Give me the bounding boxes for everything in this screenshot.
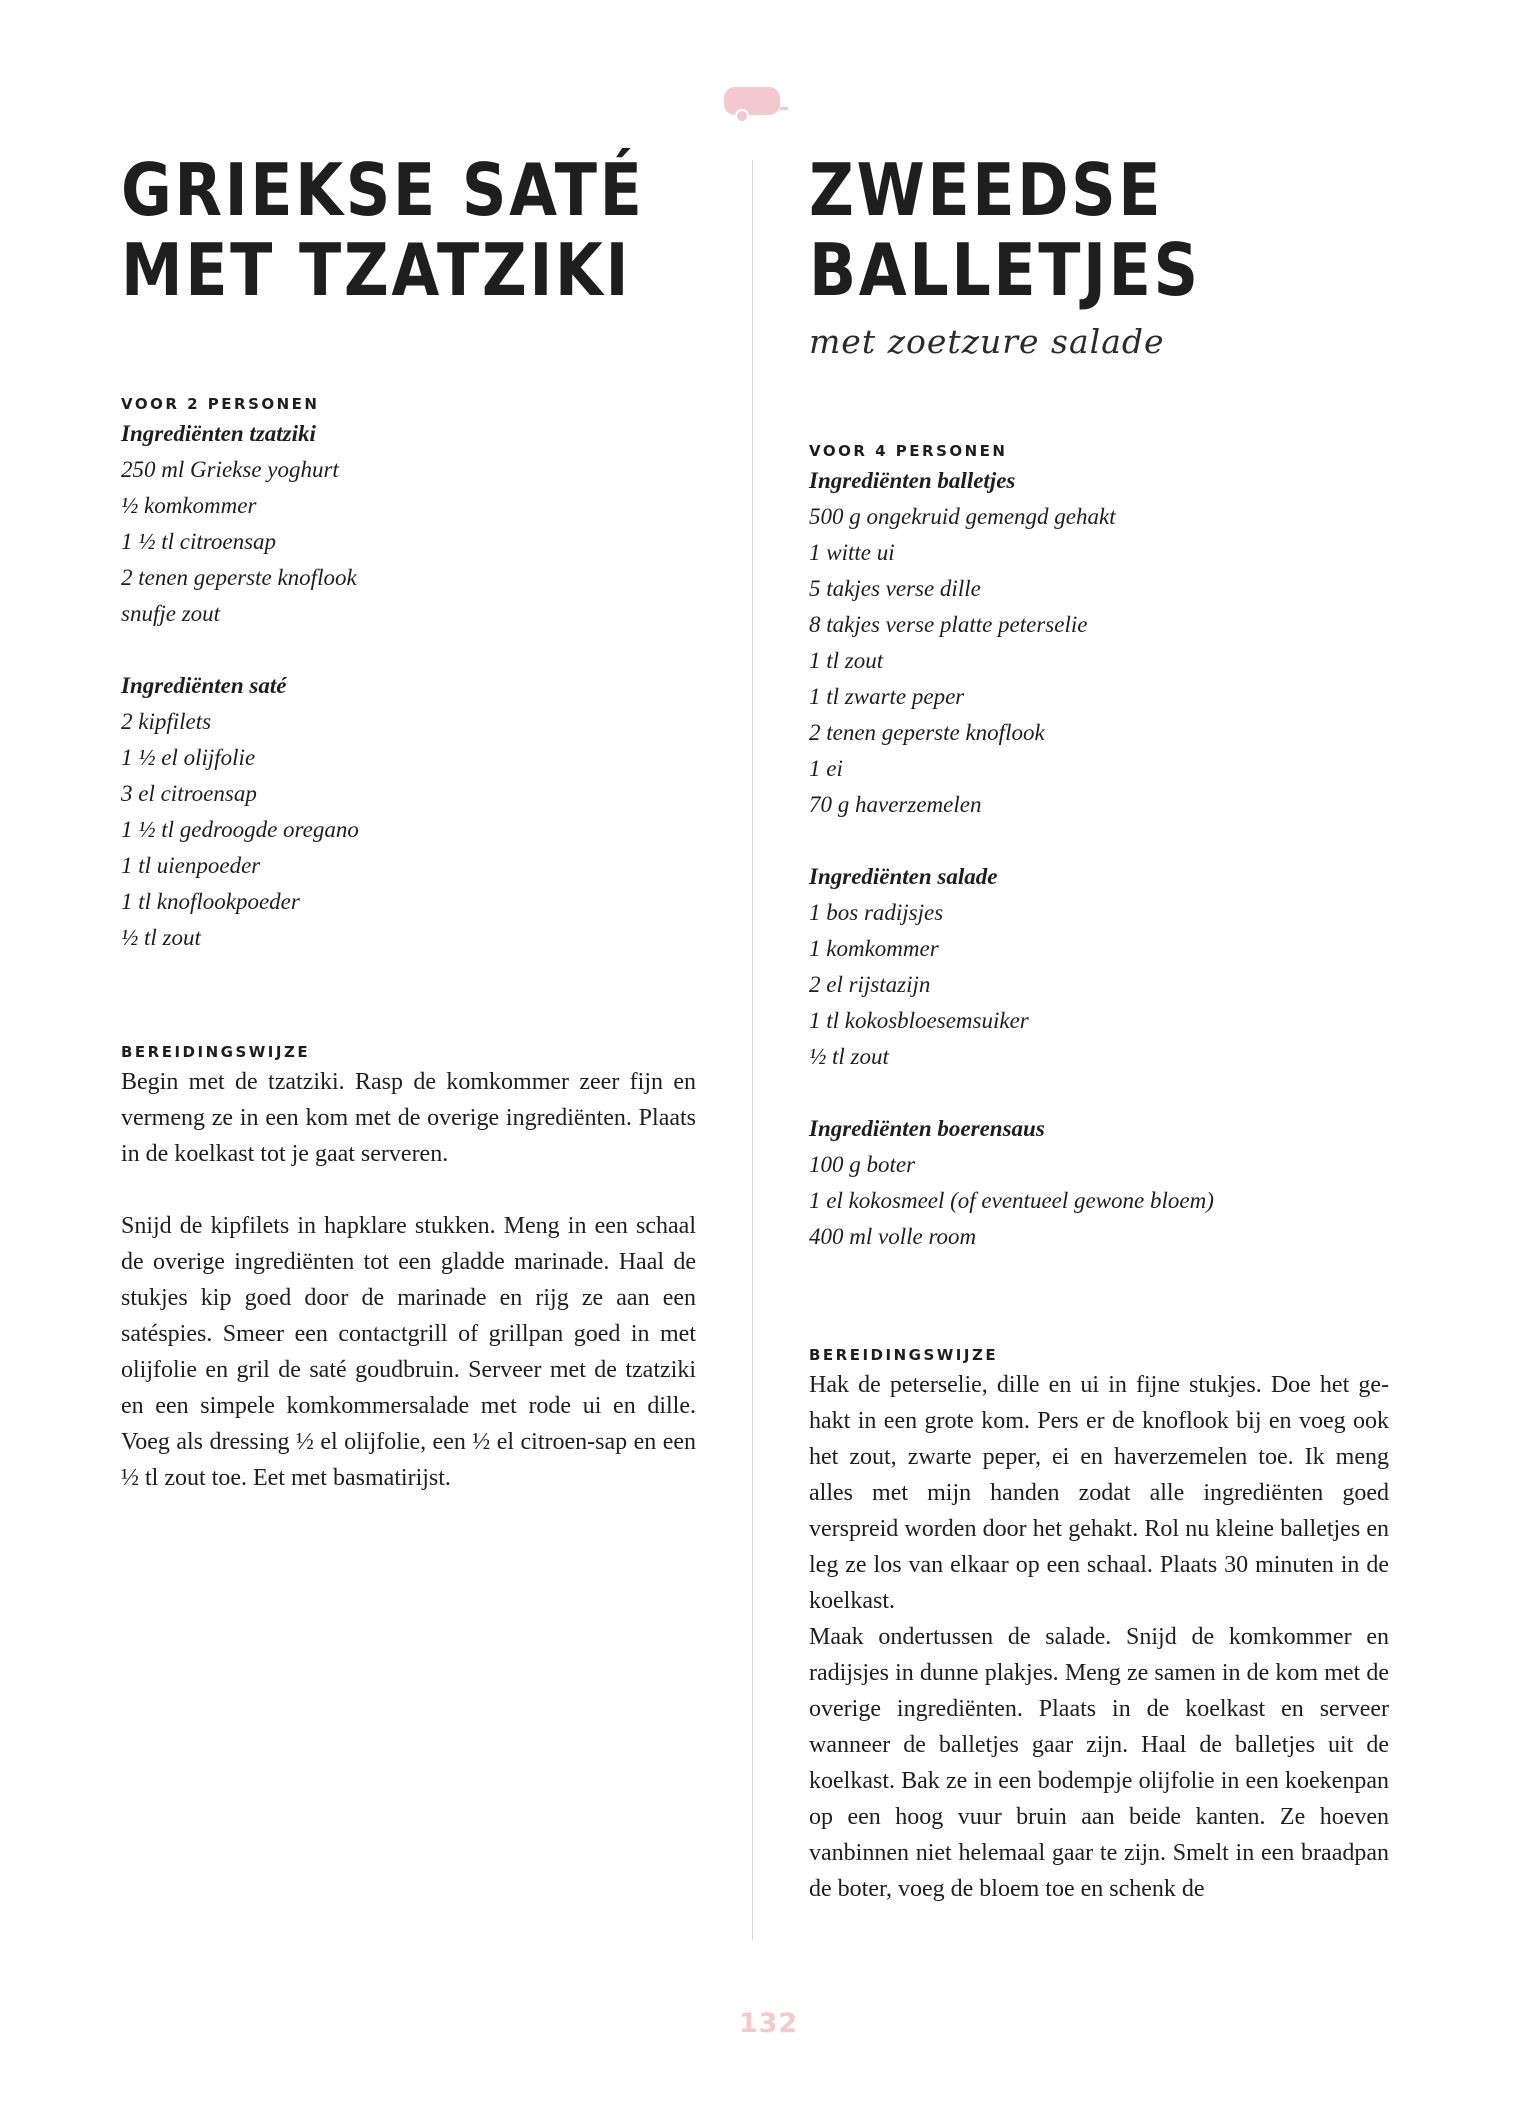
ingredient-item: 1 tl zout xyxy=(809,648,884,673)
method-label: BEREIDINGSWIJZE xyxy=(121,1043,311,1061)
ingredient-group-boerensaus xyxy=(809,1111,1389,1255)
recipe-title-line-2: MET TZATZIKI xyxy=(121,228,632,312)
ingredient-group-balletjes xyxy=(809,463,1389,823)
ingredient-list xyxy=(809,895,1389,1075)
ingredient-item: 1 tl zwarte peper xyxy=(809,684,965,709)
ingredient-item: 400 ml volle room xyxy=(809,1224,977,1249)
ingredient-item: 1 witte ui xyxy=(809,540,895,565)
ingredient-item: 1 ½ el olijfolie xyxy=(121,745,256,770)
servings-label: VOOR 2 PERSONEN xyxy=(121,395,320,413)
method-paragraph: Snijd de kipfilets in hapklare stukken. Meng in een schaal de overige ingrediënten tot een gladde marinade. Haal de stukjes kip goed door de marinade en rijg ze aan een satéspies. Smeer een contactgrill of grillpan goed in met olijfolie en gril de saté goudbruin. Serveer met de tzatziki en een simpele komkommersalade met rode ui en dille. Voeg als dressing ½ el olijfolie, een ½ el citroen-sap en een ½ tl zout toe. Eet met basmatirijst. xyxy=(121,1213,696,1491)
recipe-title-line-1: GRIEKSE SATÉ xyxy=(121,148,645,232)
ingredient-group-sate xyxy=(121,668,696,956)
ingredient-item: 1 ½ tl gedroogde oregano xyxy=(121,817,359,842)
column-divider xyxy=(752,160,753,1940)
ingredient-heading: Ingrediënten tzatziki xyxy=(121,421,316,446)
recipe-title-line-2: BALLETJES xyxy=(809,228,1201,312)
ingredient-item: 1 ½ tl citroensap xyxy=(121,529,277,554)
ingredient-heading: Ingrediënten salade xyxy=(809,864,998,889)
ingredient-heading: Ingrediënten balletjes xyxy=(809,468,1016,493)
ingredient-item: 2 tenen geperste knoflook xyxy=(121,565,357,590)
ingredient-heading: Ingrediënten saté xyxy=(121,673,287,698)
ingredient-item: 2 el rijstazijn xyxy=(809,972,931,997)
ingredient-item: 3 el citroensap xyxy=(121,781,257,806)
ingredient-item: 1 tl knoflookpoeder xyxy=(121,889,300,914)
ingredient-list xyxy=(809,499,1389,823)
page-number: 132 xyxy=(738,2008,799,2039)
ingredient-item: 1 bos radijsjes xyxy=(809,900,944,925)
ingredient-item: snufje zout xyxy=(121,601,221,626)
ingredient-item: 70 g haverzemelen xyxy=(809,792,982,817)
ingredient-item: 8 takjes verse platte peterselie xyxy=(809,612,1088,637)
ingredient-item: 1 komkommer xyxy=(809,936,939,961)
ingredient-item: 1 el kokosmeel (of eventueel gewone bloem) xyxy=(809,1188,1214,1213)
ingredient-item: 1 ei xyxy=(809,756,843,781)
method-paragraph: Hak de peterselie, dille en ui in fijne stukjes. Doe het ge-hakt in een grote kom. Pers er de knoflook bij en voeg ook het zout, zwarte peper, ei en haverzemelen toe. Ik meng alles met mijn handen zodat alle ingrediënten goed verspreid worden door het gehakt. Rol nu kleine balletjes en leg ze los van elkaar op een schaal. Plaats 30 minuten in de koelkast. xyxy=(809,1372,1389,1614)
ingredient-list xyxy=(809,1147,1389,1255)
ingredient-group-salade xyxy=(809,859,1389,1075)
ingredient-item: 5 takjes verse dille xyxy=(809,576,981,601)
recipe-zweedse-balletjes xyxy=(809,150,1389,1907)
recipe-griekse-sate xyxy=(121,150,696,1496)
ingredient-item: 1 tl uienpoeder xyxy=(121,853,261,878)
method-paragraph: Begin met de tzatziki. Rasp de komkommer zeer fijn en vermeng ze in een kom met de overige ingrediënten. Plaats in de koelkast tot je gaat serveren. xyxy=(121,1069,696,1167)
ingredient-list xyxy=(121,704,696,956)
caravan-icon xyxy=(722,83,790,123)
ingredient-list xyxy=(121,452,696,632)
ingredient-item: ½ tl zout xyxy=(809,1044,889,1069)
recipe-title xyxy=(121,150,696,310)
recipe-subtitle: met zoetzure salade xyxy=(809,322,1165,361)
method-label: BEREIDINGSWIJZE xyxy=(809,1346,999,1364)
method-paragraph: Maak ondertussen de salade. Snijd de komkommer en radijsjes in dunne plakjes. Meng ze samen in de kom met de overige ingrediënten. Plaats in de koelkast en serveer wanneer de balletjes gaar zijn. Haal de balletjes uit de koelkast. Bak ze in een bodempje olijfolie in een koekenpan op een hoog vuur bruin aan beide kanten. Ze hoeven vanbinnen niet helemaal gaar te zijn. Smelt in een braadpan de boter, voeg de bloem toe en schenk de xyxy=(809,1624,1389,1902)
preparation-section xyxy=(121,1040,696,1496)
servings-label: VOOR 4 PERSONEN xyxy=(809,442,1008,460)
recipe-title xyxy=(809,150,1389,310)
ingredient-item: 500 g ongekruid gemengd gehakt xyxy=(809,504,1116,529)
ingredient-item: 1 tl kokosbloesemsuiker xyxy=(809,1008,1029,1033)
ingredient-item: ½ tl zout xyxy=(121,925,201,950)
ingredient-item: 100 g boter xyxy=(809,1152,916,1177)
ingredient-group-tzatziki xyxy=(121,416,696,632)
preparation-section xyxy=(809,1343,1389,1907)
recipe-title-line-1: ZWEEDSE xyxy=(809,148,1164,232)
ingredient-item: 250 ml Griekse yoghurt xyxy=(121,457,339,482)
ingredient-item: 2 kipfilets xyxy=(121,709,212,734)
ingredient-item: ½ komkommer xyxy=(121,493,257,518)
ingredient-item: 2 tenen geperste knoflook xyxy=(809,720,1045,745)
ingredient-heading: Ingrediënten boerensaus xyxy=(809,1116,1045,1141)
